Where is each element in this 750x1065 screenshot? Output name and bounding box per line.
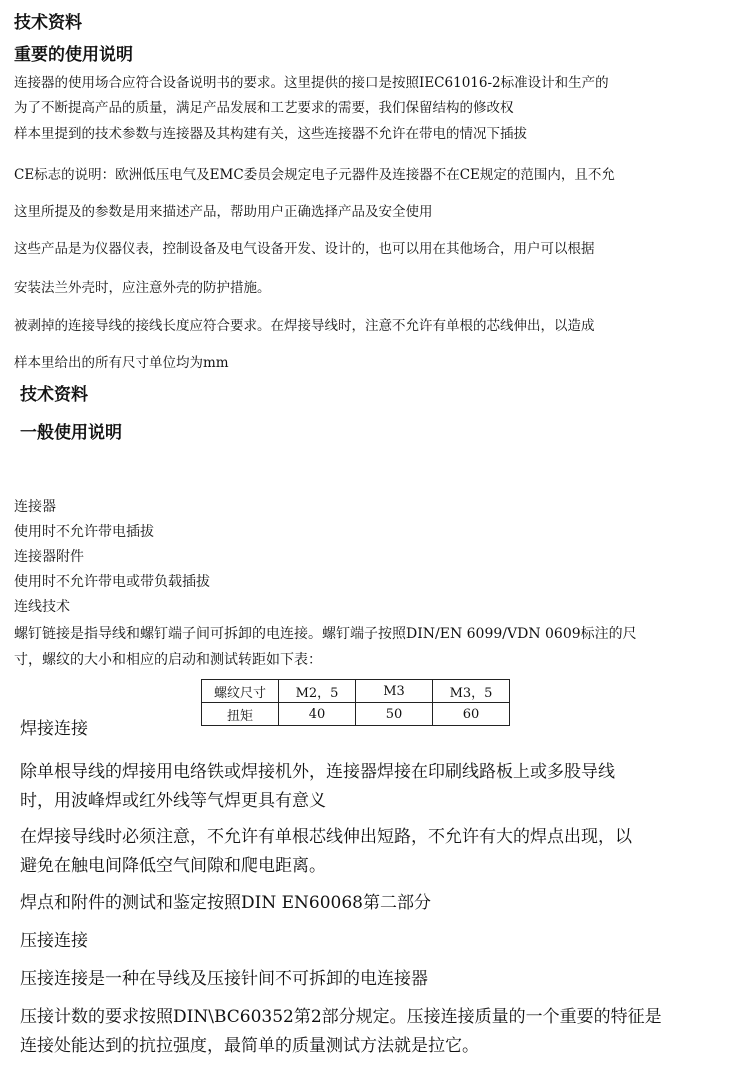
paragraph-line: 安装法兰外壳时，应注意外壳的防护措施。 [14, 280, 271, 296]
paragraph-line: 避免在触电间降低空气间隙和爬电距离。 [20, 856, 326, 876]
paragraph-line: 连接器的使用场合应符合设备说明书的要求。这里提供的接口是按照IEC61016-2标准设计和生产的 [14, 75, 609, 91]
list-line: 连接器附件 [14, 549, 84, 565]
list-line: 使用时不允许带电插拔 [14, 524, 154, 540]
table-cell: 60 [433, 703, 510, 726]
list-line: 连接器 [14, 499, 56, 515]
table-cell: M2，5 [279, 680, 356, 703]
doc-subheading: 重要的使用说明 [14, 45, 133, 65]
section-subheading: 一般使用说明 [20, 423, 122, 443]
table-cell: 扭矩 [202, 703, 279, 726]
doc-heading: 技术资料 [14, 13, 82, 33]
paragraph-line: 焊点和附件的测试和鉴定按照DIN EN60068第二部分 [20, 893, 431, 913]
table-cell: 40 [279, 703, 356, 726]
paragraph-line: 样本里给出的所有尺寸单位均为mm [14, 355, 229, 371]
table-row [202, 703, 510, 726]
paragraph-line: 连接处能达到的抗拉强度，最简单的质量测试方法就是拉它。 [20, 1036, 479, 1056]
paragraph-line: 被剥掉的连接导线的接线长度应符合要求。在焊接导线时，注意不允许有单根的芯线伸出，以造成 [14, 318, 595, 334]
paragraph-line: 这里所提及的参数是用来描述产品，帮助用户正确选择产品及安全使用 [14, 204, 433, 220]
paragraph-line: 这些产品是为仪器仪表，控制设备及电气设备开发、设计的，也可以用在其他场合，用户可以根据 [14, 241, 595, 257]
paragraph-line: 压接计数的要求按照DIN\BC60352第2部分规定。压接连接质量的一个重要的特征是 [20, 1007, 662, 1027]
table-header-row [202, 680, 510, 703]
paragraph-line: CE标志的说明：欧洲低压电气及EMC委员会规定电子元器件及连接器不在CE规定的范围内，且不允 [14, 167, 615, 183]
paragraph-line: 寸，螺纹的大小和相应的启动和测试转距如下表： [14, 652, 322, 668]
list-line: 使用时不允许带电或带负载插拔 [14, 574, 210, 590]
paragraph-line: 除单根导线的焊接用电络铁或焊接机外，连接器焊接在印刷线路板上或多股导线 [20, 762, 615, 782]
torque-table [201, 679, 510, 726]
list-line: 连线技术 [14, 599, 70, 615]
paragraph-line: 时，用波峰焊或红外线等气焊更具有意义 [20, 791, 326, 811]
paragraph-line: 压接连接是一种在导线及压接针间不可拆卸的电连接器 [20, 969, 428, 989]
table-cell: M3，5 [433, 680, 510, 703]
paragraph-line: 为了不断提高产品的质量，满足产品发展和工艺要求的需要，我们保留结构的修改权 [14, 100, 514, 116]
table-cell: 50 [356, 703, 433, 726]
section-title: 焊接连接 [20, 719, 88, 739]
table-cell: M3 [356, 680, 433, 703]
table-cell: 螺纹尺寸 [202, 680, 279, 703]
section-heading: 技术资料 [20, 385, 88, 405]
paragraph-line: 螺钉链接是指导线和螺钉端子间可拆卸的电连接。螺钉端子按照DIN/EN 6099/VDN 0609标注的尺 [14, 626, 637, 642]
section-title: 压接连接 [20, 931, 88, 951]
paragraph-line: 在焊接导线时必须注意，不允许有单根芯线伸出短路，不允许有大的焊点出现，以 [20, 827, 632, 847]
paragraph-line: 样本里提到的技术参数与连接器及其构建有关，这些连接器不允许在带电的情况下插拔 [14, 126, 527, 142]
